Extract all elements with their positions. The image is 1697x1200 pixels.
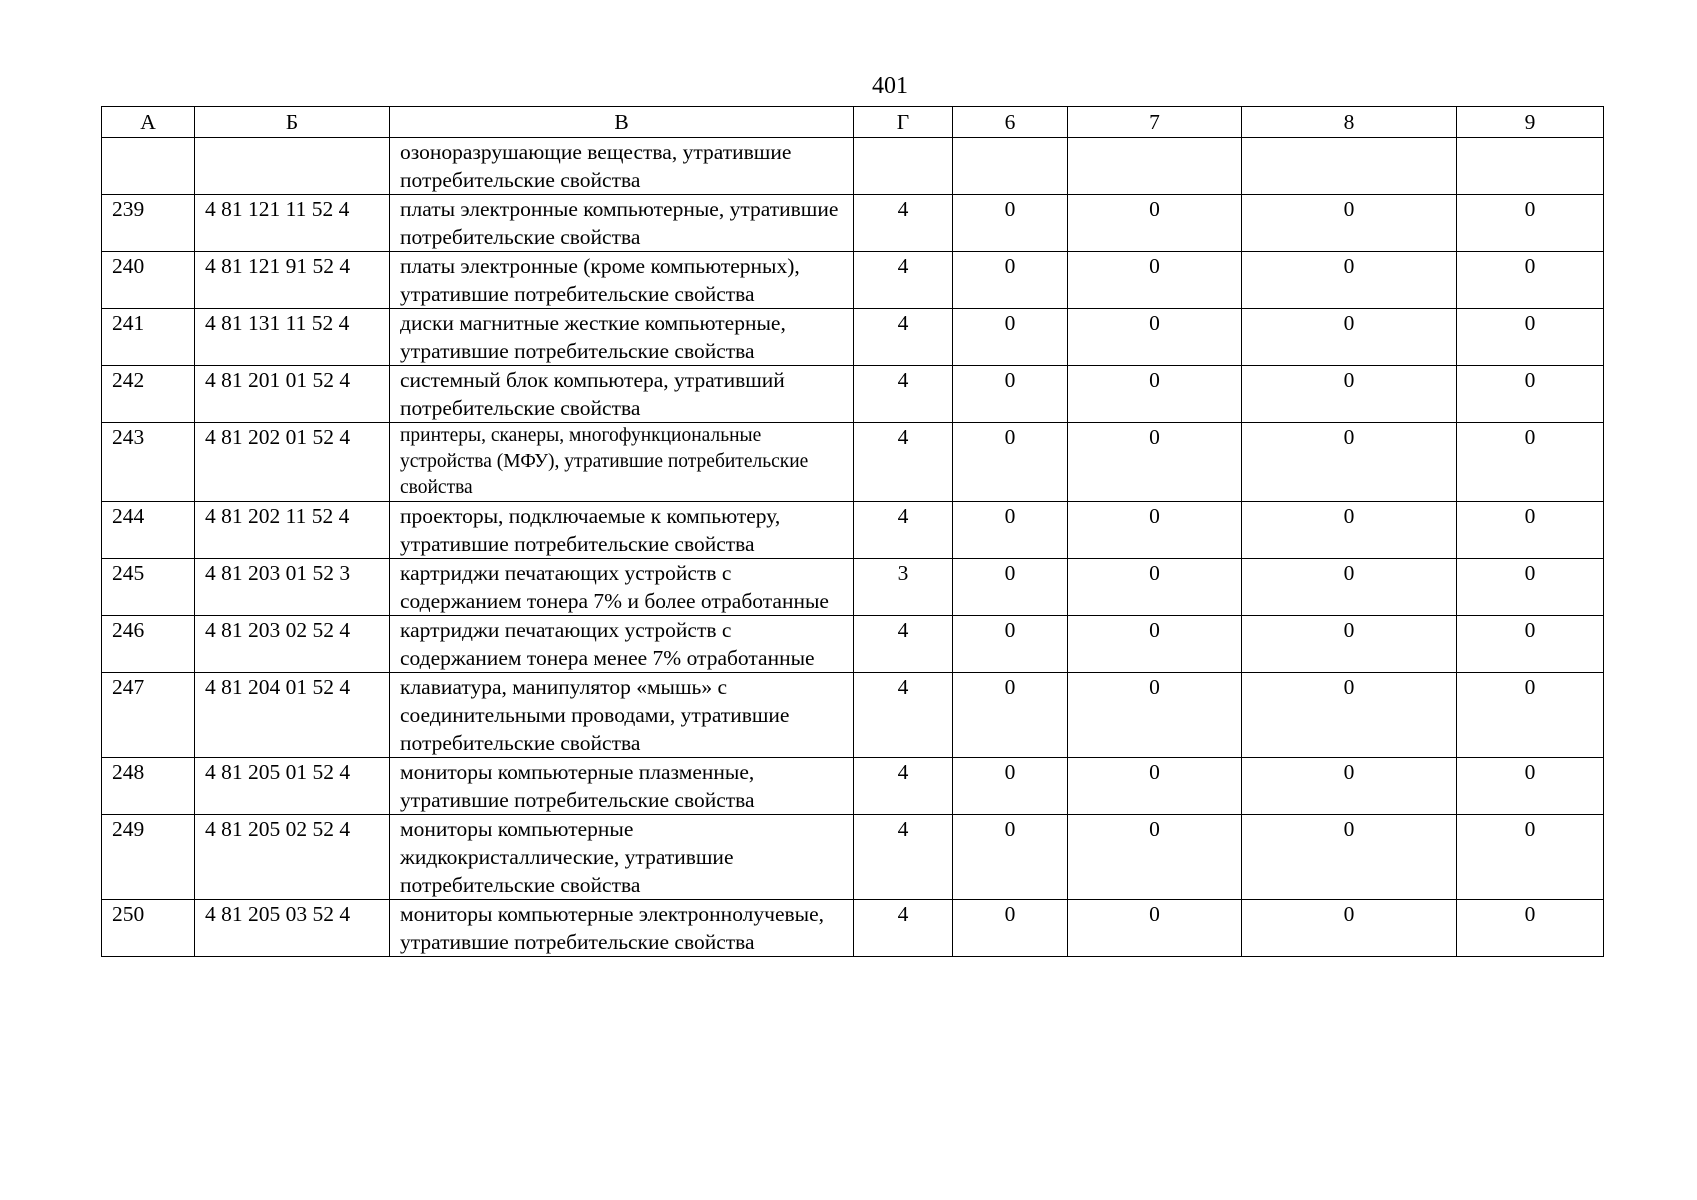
cell-description: платы электронные (кроме компьютерных), утратившие потребительские свойства bbox=[390, 252, 854, 309]
table-row-continuation bbox=[102, 138, 1604, 195]
cell-8: 0 bbox=[1242, 252, 1457, 309]
cell-number: 240 bbox=[102, 252, 195, 309]
cell-9: 0 bbox=[1457, 252, 1604, 309]
cell-number: 246 bbox=[102, 616, 195, 673]
cell-6: 0 bbox=[953, 815, 1068, 900]
cell-g: 4 bbox=[854, 616, 953, 673]
cell-code: 4 81 131 11 52 4 bbox=[195, 309, 390, 366]
cell-8: 0 bbox=[1242, 673, 1457, 758]
cell-g: 4 bbox=[854, 195, 953, 252]
waste-classification-table bbox=[101, 106, 1604, 957]
cell-8: 0 bbox=[1242, 900, 1457, 957]
cell-7 bbox=[1068, 138, 1242, 195]
cell-number: 248 bbox=[102, 758, 195, 815]
cell-number: 244 bbox=[102, 502, 195, 559]
cell-description: картриджи печатающих устройств с содержанием тонера менее 7% отработанные bbox=[390, 616, 854, 673]
cell-8: 0 bbox=[1242, 309, 1457, 366]
table-row bbox=[102, 673, 1604, 758]
cell-9: 0 bbox=[1457, 900, 1604, 957]
cell-9: 0 bbox=[1457, 815, 1604, 900]
cell-description: принтеры, сканеры, многофункциональные устройства (МФУ), утратившие потребительские свойства bbox=[390, 423, 854, 502]
cell-8: 0 bbox=[1242, 423, 1457, 502]
cell-7: 0 bbox=[1068, 195, 1242, 252]
cell-g: 4 bbox=[854, 252, 953, 309]
table-row bbox=[102, 366, 1604, 423]
cell-8: 0 bbox=[1242, 195, 1457, 252]
cell-6: 0 bbox=[953, 309, 1068, 366]
cell-description: клавиатура, манипулятор «мышь» с соединительными проводами, утратившие потребительские свойства bbox=[390, 673, 854, 758]
table-row bbox=[102, 195, 1604, 252]
cell-code: 4 81 205 01 52 4 bbox=[195, 758, 390, 815]
table-row bbox=[102, 616, 1604, 673]
column-header-8: 8 bbox=[1242, 107, 1457, 138]
cell-6: 0 bbox=[953, 366, 1068, 423]
cell-7: 0 bbox=[1068, 815, 1242, 900]
cell-g: 4 bbox=[854, 309, 953, 366]
cell-6: 0 bbox=[953, 252, 1068, 309]
cell-8: 0 bbox=[1242, 366, 1457, 423]
cell-6 bbox=[953, 138, 1068, 195]
cell-code: 4 81 121 11 52 4 bbox=[195, 195, 390, 252]
cell-9 bbox=[1457, 138, 1604, 195]
cell-9: 0 bbox=[1457, 616, 1604, 673]
cell-8: 0 bbox=[1242, 559, 1457, 616]
cell-description: мониторы компьютерные жидкокристаллические, утратившие потребительские свойства bbox=[390, 815, 854, 900]
cell-g: 4 bbox=[854, 366, 953, 423]
cell-g bbox=[854, 138, 953, 195]
cell-description: мониторы компьютерные электроннолучевые, утратившие потребительские свойства bbox=[390, 900, 854, 957]
cell-9: 0 bbox=[1457, 195, 1604, 252]
cell-9: 0 bbox=[1457, 502, 1604, 559]
cell-number bbox=[102, 138, 195, 195]
cell-6: 0 bbox=[953, 195, 1068, 252]
cell-8: 0 bbox=[1242, 616, 1457, 673]
cell-code: 4 81 205 03 52 4 bbox=[195, 900, 390, 957]
cell-7: 0 bbox=[1068, 559, 1242, 616]
cell-description: проекторы, подключаемые к компьютеру, утратившие потребительские свойства bbox=[390, 502, 854, 559]
column-header-g: Г bbox=[854, 107, 953, 138]
cell-g: 4 bbox=[854, 423, 953, 502]
cell-g: 3 bbox=[854, 559, 953, 616]
cell-7: 0 bbox=[1068, 309, 1242, 366]
cell-number: 247 bbox=[102, 673, 195, 758]
page-number: 401 bbox=[872, 73, 908, 99]
column-header-v: В bbox=[390, 107, 854, 138]
table-row bbox=[102, 423, 1604, 502]
table-row bbox=[102, 758, 1604, 815]
cell-8: 0 bbox=[1242, 815, 1457, 900]
cell-code: 4 81 202 11 52 4 bbox=[195, 502, 390, 559]
table-row bbox=[102, 559, 1604, 616]
cell-7: 0 bbox=[1068, 758, 1242, 815]
cell-7: 0 bbox=[1068, 673, 1242, 758]
cell-9: 0 bbox=[1457, 673, 1604, 758]
cell-description: платы электронные компьютерные, утратившие потребительские свойства bbox=[390, 195, 854, 252]
cell-number: 239 bbox=[102, 195, 195, 252]
cell-description: озоноразрушающие вещества, утратившие потребительские свойства bbox=[390, 138, 854, 195]
cell-g: 4 bbox=[854, 900, 953, 957]
cell-description: системный блок компьютера, утративший потребительские свойства bbox=[390, 366, 854, 423]
table-row bbox=[102, 502, 1604, 559]
cell-6: 0 bbox=[953, 559, 1068, 616]
cell-7: 0 bbox=[1068, 366, 1242, 423]
cell-code: 4 81 203 01 52 3 bbox=[195, 559, 390, 616]
cell-7: 0 bbox=[1068, 502, 1242, 559]
cell-8 bbox=[1242, 138, 1457, 195]
cell-6: 0 bbox=[953, 758, 1068, 815]
cell-6: 0 bbox=[953, 900, 1068, 957]
cell-6: 0 bbox=[953, 423, 1068, 502]
cell-9: 0 bbox=[1457, 423, 1604, 502]
column-header-7: 7 bbox=[1068, 107, 1242, 138]
cell-code: 4 81 121 91 52 4 bbox=[195, 252, 390, 309]
table-row bbox=[102, 252, 1604, 309]
cell-description: картриджи печатающих устройств с содержанием тонера 7% и более отработанные bbox=[390, 559, 854, 616]
cell-code: 4 81 201 01 52 4 bbox=[195, 366, 390, 423]
cell-description: мониторы компьютерные плазменные, утратившие потребительские свойства bbox=[390, 758, 854, 815]
cell-6: 0 bbox=[953, 616, 1068, 673]
table-row bbox=[102, 309, 1604, 366]
cell-number: 242 bbox=[102, 366, 195, 423]
cell-9: 0 bbox=[1457, 309, 1604, 366]
cell-description: диски магнитные жесткие компьютерные, утратившие потребительские свойства bbox=[390, 309, 854, 366]
table-row bbox=[102, 815, 1604, 900]
column-header-b: Б bbox=[195, 107, 390, 138]
cell-9: 0 bbox=[1457, 758, 1604, 815]
cell-code: 4 81 202 01 52 4 bbox=[195, 423, 390, 502]
cell-g: 4 bbox=[854, 758, 953, 815]
cell-6: 0 bbox=[953, 502, 1068, 559]
cell-code: 4 81 203 02 52 4 bbox=[195, 616, 390, 673]
table-header-row bbox=[102, 107, 1604, 138]
column-header-9: 9 bbox=[1457, 107, 1604, 138]
cell-6: 0 bbox=[953, 673, 1068, 758]
cell-g: 4 bbox=[854, 673, 953, 758]
cell-7: 0 bbox=[1068, 423, 1242, 502]
cell-7: 0 bbox=[1068, 900, 1242, 957]
cell-8: 0 bbox=[1242, 758, 1457, 815]
cell-g: 4 bbox=[854, 815, 953, 900]
cell-9: 0 bbox=[1457, 366, 1604, 423]
cell-code: 4 81 204 01 52 4 bbox=[195, 673, 390, 758]
cell-number: 243 bbox=[102, 423, 195, 502]
cell-code bbox=[195, 138, 390, 195]
cell-7: 0 bbox=[1068, 616, 1242, 673]
cell-g: 4 bbox=[854, 502, 953, 559]
column-header-6: 6 bbox=[953, 107, 1068, 138]
cell-number: 241 bbox=[102, 309, 195, 366]
cell-code: 4 81 205 02 52 4 bbox=[195, 815, 390, 900]
cell-7: 0 bbox=[1068, 252, 1242, 309]
column-header-a: А bbox=[102, 107, 195, 138]
cell-number: 249 bbox=[102, 815, 195, 900]
cell-number: 250 bbox=[102, 900, 195, 957]
table-row bbox=[102, 900, 1604, 957]
cell-8: 0 bbox=[1242, 502, 1457, 559]
cell-number: 245 bbox=[102, 559, 195, 616]
cell-9: 0 bbox=[1457, 559, 1604, 616]
